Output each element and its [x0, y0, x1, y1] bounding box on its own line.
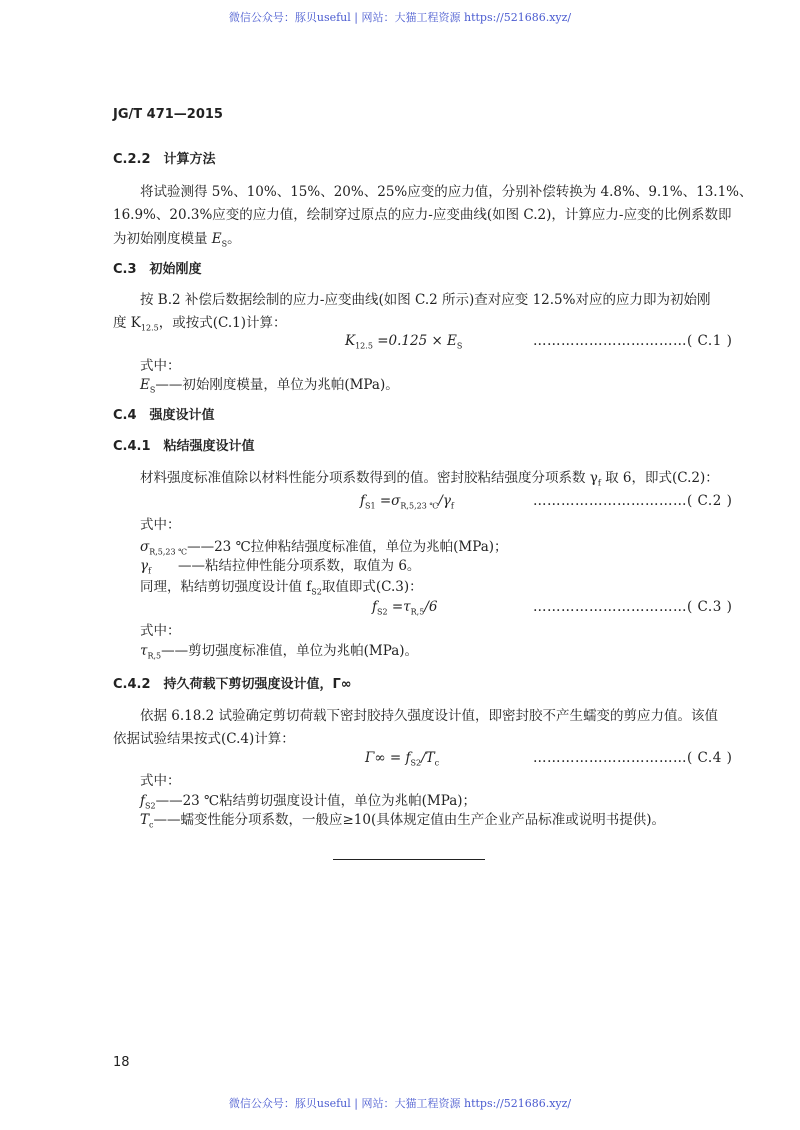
where-label: 式中： — [140, 773, 181, 789]
where-label: 式中： — [140, 623, 181, 639]
para-line: 依据试验结果按式(C.4)计算： — [113, 731, 295, 747]
formula-number: ……………………………( C.4 ) — [533, 750, 733, 766]
para-line: 将试验测得 5%、10%、15%、20%、25%应变的应力值，分别补偿转换为 4.8%、9.1%、13.1%、 — [140, 184, 753, 200]
formula-number: ……………………………( C.2 ) — [533, 493, 733, 509]
where-label: 式中： — [140, 358, 181, 374]
end-rule — [333, 859, 485, 860]
where-label: 式中： — [140, 517, 181, 533]
formula-c3: $f_{S2} =\tau_{R,5}/6$ — [372, 599, 438, 617]
para-line: 依据 6.18.2 试验确定剪切荷载下密封胶持久强度设计值，即密封胶不产生蠕变的剪应力值。该值 — [140, 708, 719, 724]
heading-c41: C.4.1 粘结强度设计值 — [113, 439, 255, 454]
formula-c2: $f_{S1} =\sigma_{R,5,23 ℃}/\gamma_f$ — [360, 493, 454, 511]
para-line: 16.9%、20.3%应变的应力值，绘制穿过原点的应力-应变曲线(如图 C.2)，计算应力-应变的比例系数即 — [113, 207, 732, 223]
para-line: 按 B.2 补偿后数据绘制的应力-应变曲线(如图 C.2 所示)查对应变 12.5%对应的应力即为初始刚 — [140, 292, 711, 308]
formula-c4: $\Gamma\infty = f_{S2}/T_c$ — [365, 750, 440, 768]
definition: $\gamma_f$ ——粘结拉伸性能分项系数，取值为 6。 — [140, 558, 421, 576]
para-line: 材料强度标准值除以材料性能分项系数得到的值。密封胶粘结强度分项系数 $\gamma_f$ 取 6，即式(C.2)： — [140, 470, 719, 488]
formula-number: ……………………………( C.3 ) — [533, 599, 733, 615]
heading-c22: C.2.2 计算方法 — [113, 152, 216, 167]
definition: $T_c——$蠕变性能分项系数，一般应≥10(具体规定值由生产企业产品标准或说明书提供)。 — [140, 812, 666, 830]
definition: $E_S——$初始刚度模量，单位为兆帕(MPa)。 — [140, 377, 399, 395]
definition: $f_{S2}——23$ ℃粘结剪切强度设计值，单位为兆帕(MPa)； — [140, 793, 477, 811]
definition: $\tau_{R,5}——$剪切强度标准值，单位为兆帕(MPa)。 — [140, 643, 419, 661]
para-line: 度 $K_{12.5}$，或按式(C.1)计算： — [113, 315, 287, 333]
heading-c4: C.4 强度设计值 — [113, 408, 215, 423]
standard-code: JG/T 471—2015 — [113, 107, 223, 122]
formula-number: ……………………………( C.1 ) — [533, 333, 733, 349]
watermark-bottom: 微信公众号：豚贝useful | 网站：大猫工程资源 https://521686.xyz/ — [228, 1097, 572, 1110]
formula-c1: $K_{12.5} =0.125 \times E_S$ — [345, 333, 463, 351]
heading-c42: C.4.2 持久荷载下剪切强度设计值，Γ∞ — [113, 677, 352, 692]
watermark-top: 微信公众号：豚贝useful | 网站：大猫工程资源 https://521686.xyz/ — [228, 11, 572, 24]
page-number: 18 — [113, 1055, 130, 1070]
para-line: 同理，粘结剪切强度设计值 $f_{S2}$取值即式(C.3)： — [140, 579, 423, 597]
definition: $\sigma_{R,5,23 ℃}——23$ ℃拉伸粘结强度标准值，单位为兆帕(MPa)； — [140, 539, 508, 557]
para-line: 为初始刚度模量 $E_S$。 — [113, 231, 241, 249]
heading-c3: C.3 初始刚度 — [113, 262, 202, 277]
